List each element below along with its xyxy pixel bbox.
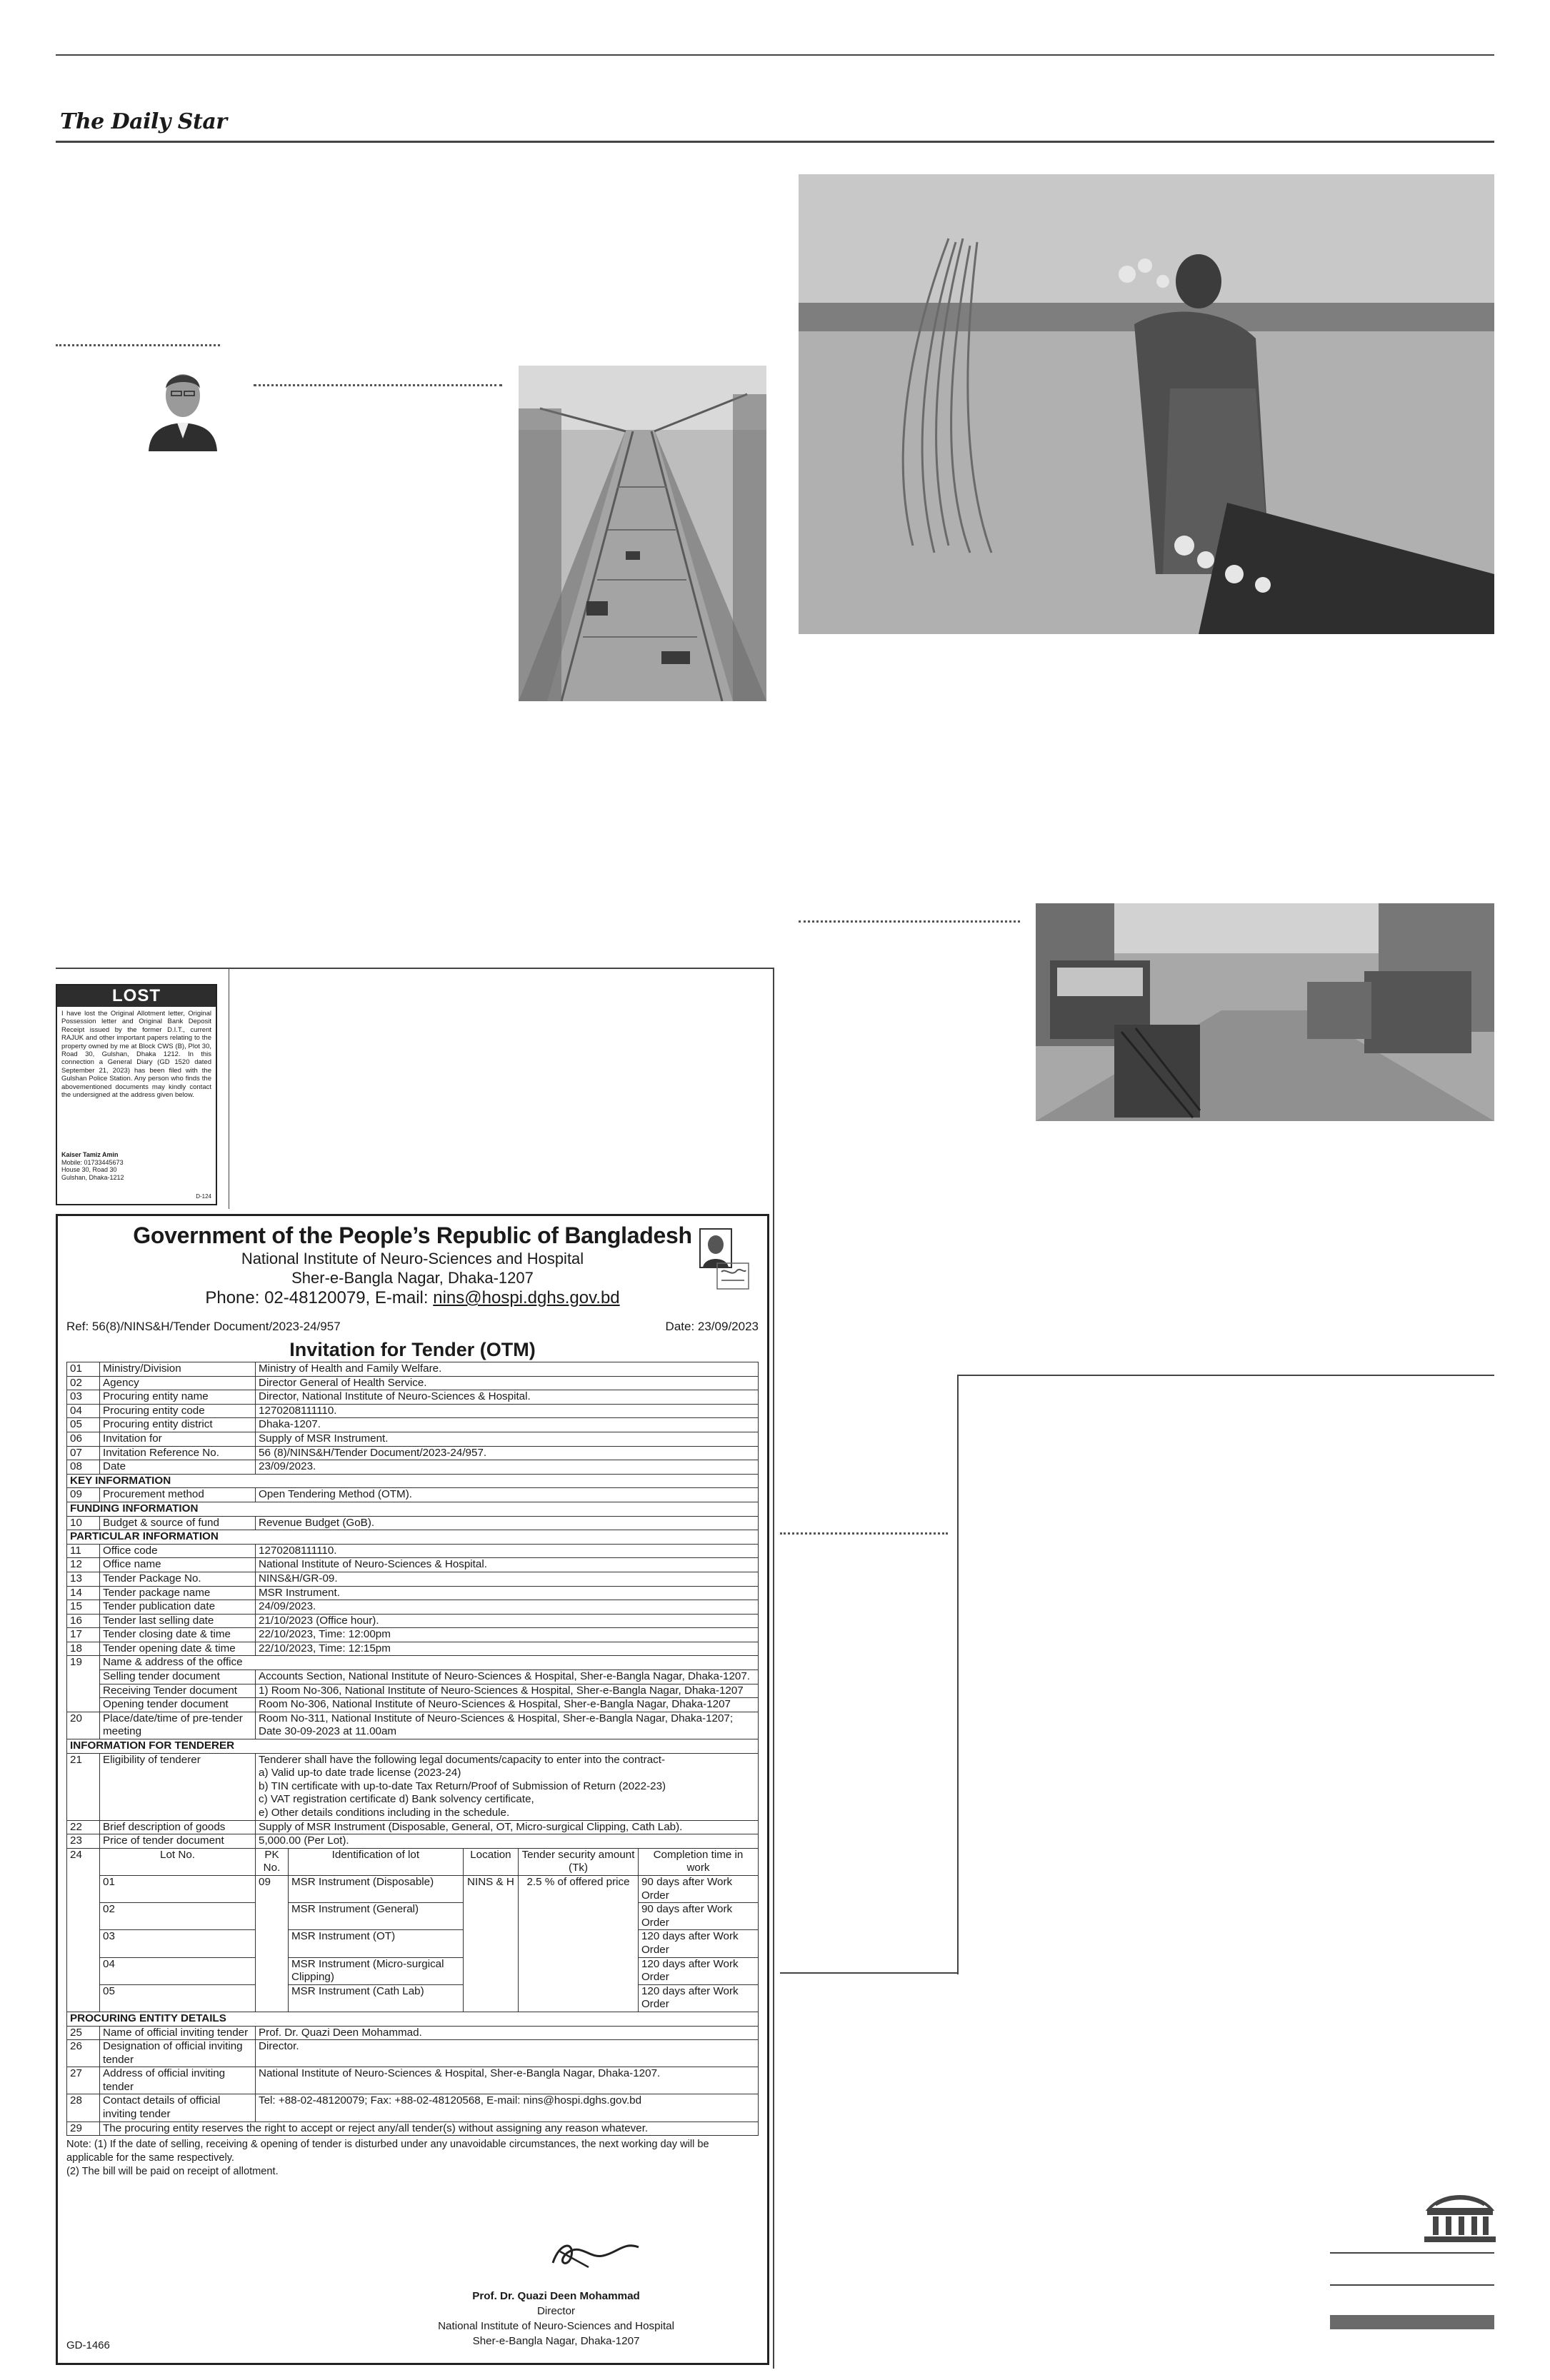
lot-number: 02	[100, 1903, 256, 1930]
table-row	[67, 1628, 759, 1642]
tender-note-2: (2) The bill will be paid on receipt of allotment.	[66, 2166, 279, 2178]
table-row	[67, 1930, 759, 1957]
lot-number: 01	[100, 1875, 256, 1902]
ad-frame-rule	[56, 968, 774, 969]
row-number: 17	[67, 1628, 100, 1642]
row-value: Supply of MSR Instrument.	[256, 1432, 759, 1446]
column-divider	[254, 384, 502, 386]
section-heading: FUNDING INFORMATION	[67, 1502, 759, 1516]
section-row	[67, 1502, 759, 1516]
tender-notice	[56, 1214, 769, 2365]
row-label: Contact details of official inviting tender	[100, 2094, 256, 2122]
table-row	[67, 1614, 759, 1628]
lot-header: PK No.	[256, 1848, 289, 1875]
lot-name: MSR Instrument (Cath Lab)	[289, 1984, 464, 2012]
section-row	[67, 1530, 759, 1545]
row-label: Date	[100, 1460, 256, 1475]
table-row	[67, 1586, 759, 1600]
lot-number: 05	[100, 1984, 256, 2012]
tender-table	[66, 1362, 759, 2136]
row-value: Revenue Budget (GoB).	[256, 1516, 759, 1530]
row-number: 07	[67, 1446, 100, 1460]
row-label: Receiving Tender document	[100, 1684, 256, 1698]
tender-ref: Ref: 56(8)/NINS&H/Tender Document/2023-24/957	[66, 1320, 341, 1333]
row-label: Brief description of goods	[100, 1820, 256, 1834]
lot-time: 120 days after Work Order	[638, 1984, 758, 2012]
row-value: 56 (8)/NINS&H/Tender Document/2023-24/957.	[256, 1446, 759, 1460]
tender-date: Date: 23/09/2023	[665, 1320, 759, 1333]
tender-ref-line	[66, 1319, 759, 1335]
lot-name: MSR Instrument (Micro-surgical Clipping)	[289, 1957, 464, 1984]
row-value	[256, 1753, 759, 1820]
table-row	[67, 1820, 759, 1834]
row-number: 02	[67, 1376, 100, 1390]
tender-title: Invitation for Tender (OTM)	[289, 1339, 536, 1360]
row-value: NINS&H/GR-09.	[256, 1572, 759, 1586]
lost-title: LOST	[57, 985, 216, 1007]
lot-name: MSR Instrument (Disposable)	[289, 1875, 464, 1902]
row-number: 03	[67, 1390, 100, 1405]
row-number: 29	[67, 2122, 100, 2136]
lot-time: 90 days after Work Order	[638, 1875, 758, 1902]
row-number: 06	[67, 1432, 100, 1446]
lot-time: 120 days after Work Order	[638, 1957, 758, 1984]
lot-location: NINS & H	[463, 1875, 518, 2012]
row-number: 16	[67, 1614, 100, 1628]
bottom-rule	[1330, 2252, 1494, 2254]
row-value: 1) Room No-306, National Institute of Neuro-Sciences & Hospital, Sher-e-Bangla Nagar, Dhaka-1207	[256, 1684, 759, 1698]
row-value: 1270208111110.	[256, 1544, 759, 1558]
row-label: Designation of official inviting tender	[100, 2040, 256, 2067]
table-row	[67, 1984, 759, 2012]
author-photo	[143, 358, 223, 451]
lost-contact	[61, 1151, 211, 1181]
table-row	[67, 1903, 759, 1930]
row-number: 23	[67, 1834, 100, 1849]
tender-note-1: Note: (1) If the date of selling, receiving & opening of tender is disturbed under any unavoidable circumstances, the next working day will be applicable for the same respectively.	[66, 2139, 709, 2164]
street-photo	[1036, 903, 1494, 1121]
bottom-bar	[1330, 2315, 1494, 2329]
row-number: 21	[67, 1753, 100, 1820]
row-number: 10	[67, 1516, 100, 1530]
section-row	[67, 2012, 759, 2026]
row-number: 25	[67, 2026, 100, 2040]
row-number: 27	[67, 2067, 100, 2094]
table-row	[67, 1600, 759, 1615]
row-number: 09	[67, 1488, 100, 1502]
row-label: Agency	[100, 1376, 256, 1390]
row-value: National Institute of Neuro-Sciences & Hospital, Sher-e-Bangla Nagar, Dhaka-1207.	[256, 2067, 759, 2094]
lot-header: Location	[463, 1848, 518, 1875]
row-label: Tender Package No.	[100, 1572, 256, 1586]
sig-inst: National Institute of Neuro-Sciences and Hospital	[438, 2320, 674, 2332]
table-row	[67, 1376, 759, 1390]
table-row	[67, 1558, 759, 1572]
table-row	[67, 2094, 759, 2122]
row-number: 22	[67, 1820, 100, 1834]
building-logo-icon	[1421, 2189, 1499, 2244]
lost-address-2: Gulshan, Dhaka-1212	[61, 1173, 124, 1181]
eligibility-line: e) Other details conditions including in the schedule.	[259, 1807, 510, 1819]
lot-name: MSR Instrument (General)	[289, 1903, 464, 1930]
table-row	[67, 1446, 759, 1460]
tender-code: GD-1466	[66, 2339, 110, 2351]
row-label: Tender last selling date	[100, 1614, 256, 1628]
table-row	[67, 1488, 759, 1502]
table-row	[67, 1656, 759, 1670]
row-value: National Institute of Neuro-Sciences & Hospital.	[256, 1558, 759, 1572]
lost-code: D-124	[196, 1192, 211, 1200]
row-number: 11	[67, 1544, 100, 1558]
row-number: 19	[67, 1656, 100, 1712]
table-row	[67, 2026, 759, 2040]
sig-name: Prof. Dr. Quazi Deen Mohammad	[472, 2290, 640, 2302]
lot-number: 04	[100, 1957, 256, 1984]
row-value: Director General of Health Service.	[256, 1376, 759, 1390]
row-number: 24	[67, 1848, 100, 2012]
row-number: 01	[67, 1362, 100, 1377]
box-rule	[780, 1972, 959, 1974]
column-divider	[56, 344, 220, 346]
row-label: Office name	[100, 1558, 256, 1572]
top-rule	[56, 54, 1494, 56]
row-label: Eligibility of tenderer	[100, 1753, 256, 1820]
tender-header	[66, 1222, 759, 1309]
sig-addr: Sher-e-Bangla Nagar, Dhaka-1207	[472, 2335, 640, 2347]
row-value: Supply of MSR Instrument (Disposable, General, OT, Micro-surgical Clipping, Cath Lab).	[256, 1820, 759, 1834]
bottom-rule	[1330, 2284, 1494, 2286]
row-value: 1270208111110.	[256, 1404, 759, 1418]
section-heading: KEY INFORMATION	[67, 1474, 759, 1488]
table-row	[67, 1432, 759, 1446]
table-row	[67, 1516, 759, 1530]
table-row	[67, 1684, 759, 1698]
row-value: Ministry of Health and Family Welfare.	[256, 1362, 759, 1377]
row-value: 21/10/2023 (Office hour).	[256, 1614, 759, 1628]
row-label: Name & address of the office	[100, 1656, 759, 1670]
row-value: Director.	[256, 2040, 759, 2067]
tender-phone-text: Phone: 02-48120079, E-mail:	[205, 1288, 434, 1307]
table-row	[67, 1753, 759, 1820]
lot-header: Identification of lot	[289, 1848, 464, 1875]
lot-security: 2.5 % of offered price	[519, 1875, 639, 2012]
table-row	[67, 1875, 759, 1902]
row-value: 22/10/2023, Time: 12:00pm	[256, 1628, 759, 1642]
row-label: Price of tender document	[100, 1834, 256, 1849]
row-value: Room No-311, National Institute of Neuro-Sciences & Hospital, Sher-e-Bangla Nagar, Dhaka-1207; Date 30-09-2023 at 11.00am	[256, 1712, 759, 1739]
row-number: 15	[67, 1600, 100, 1615]
table-row	[67, 1670, 759, 1684]
lot-header: Lot No.	[100, 1848, 256, 1875]
signature-mark	[546, 2227, 646, 2277]
row-number: 26	[67, 2040, 100, 2067]
eligibility-line: a) Valid up-to date trade license (2023-24)	[259, 1767, 461, 1779]
column-divider	[799, 920, 1020, 923]
lot-name: MSR Instrument (OT)	[289, 1930, 464, 1957]
row-label: Opening tender document	[100, 1698, 256, 1712]
row-value: MSR Instrument.	[256, 1586, 759, 1600]
box-rule	[957, 1375, 1494, 1376]
row-label: Tender publication date	[100, 1600, 256, 1615]
lost-name: Kaiser Tamiz Amin	[61, 1151, 119, 1158]
row-number: 28	[67, 2094, 100, 2122]
row-label: Place/date/time of pre-tender meeting	[100, 1712, 256, 1739]
row-label: Procurement method	[100, 1488, 256, 1502]
tender-location: Sher-e-Bangla Nagar, Dhaka-1207	[291, 1269, 534, 1287]
row-number: 14	[67, 1586, 100, 1600]
pk-number: 09	[256, 1875, 289, 2012]
table-row	[67, 2067, 759, 2094]
row-value: 22/10/2023, Time: 12:15pm	[256, 1642, 759, 1656]
masthead: The Daily Star	[60, 109, 227, 134]
bridge-photo	[519, 366, 766, 701]
row-number: 18	[67, 1642, 100, 1656]
box-rule	[957, 1375, 959, 1974]
row-value: Open Tendering Method (OTM).	[256, 1488, 759, 1502]
row-label: Selling tender document	[100, 1670, 256, 1684]
row-label: Invitation Reference No.	[100, 1446, 256, 1460]
tender-signatory	[438, 2289, 674, 2349]
table-row	[67, 1834, 759, 1849]
table-row	[67, 1460, 759, 1475]
table-row	[67, 1404, 759, 1418]
lost-body: I have lost the Original Allotment letter, Original Possession letter and Original Bank Deposit Receipt issued by the former D.I.T., current RAJUK and other important papers relating to the property owned by me at Block CWS (B), Plot 30, Road 30, Gulshan, Dhaka 1212. In this connection a General Diary (GD 1520 dated September 21, 2023) has been filed with the Gulshan Police Station. Any person who finds the abovementioned documents may kindly contact the undersigned at the address given below.	[61, 1010, 211, 1100]
lot-number: 03	[100, 1930, 256, 1957]
row-label: Ministry/Division	[100, 1362, 256, 1377]
row-label: Procuring entity code	[100, 1404, 256, 1418]
eligibility-line: b) TIN certificate with up-to-date Tax Return/Proof of Submission of Return (2022-23)	[259, 1779, 666, 1792]
row-number: 12	[67, 1558, 100, 1572]
masthead-rule	[56, 141, 1494, 143]
tender-institute: National Institute of Neuro-Sciences and Hospital	[241, 1250, 584, 1267]
row-number: 13	[67, 1572, 100, 1586]
table-row	[67, 1957, 759, 1984]
lot-time: 120 days after Work Order	[638, 1930, 758, 1957]
table-row	[67, 1390, 759, 1405]
table-row	[67, 1848, 759, 1875]
row-value: The procuring entity reserves the right to accept or reject any/all tender(s) without assigning any reason whatever.	[100, 2122, 759, 2136]
eligibility-line: c) VAT registration certificate d) Bank solvency certificate,	[259, 1793, 534, 1806]
row-label: Procuring entity district	[100, 1418, 256, 1432]
table-row	[67, 1418, 759, 1432]
row-label: Address of official inviting tender	[100, 2067, 256, 2094]
table-row	[67, 1698, 759, 1712]
row-number: 05	[67, 1418, 100, 1432]
row-value: Room No-306, National Institute of Neuro-Sciences & Hospital, Sher-e-Bangla Nagar, Dhaka-1207	[256, 1698, 759, 1712]
lost-mobile: Mobile: 01733445673	[61, 1158, 124, 1166]
row-label: Name of official inviting tender	[100, 2026, 256, 2040]
table-row	[67, 1572, 759, 1586]
section-heading: PARTICULAR INFORMATION	[67, 1530, 759, 1545]
row-value: 24/09/2023.	[256, 1600, 759, 1615]
table-row	[67, 1712, 759, 1739]
ad-frame-rule	[773, 968, 774, 2369]
section-row	[67, 1739, 759, 1754]
eligibility-line: Tenderer shall have the following legal documents/capacity to enter into the contract-	[259, 1753, 666, 1766]
row-value: Prof. Dr. Quazi Deen Mohammad.	[256, 2026, 759, 2040]
section-row	[67, 1474, 759, 1488]
row-number: 20	[67, 1712, 100, 1739]
row-value: Accounts Section, National Institute of Neuro-Sciences & Hospital, Sher-e-Bangla Nagar, Dhaka-1207.	[256, 1670, 759, 1684]
row-value: Director, National Institute of Neuro-Sciences & Hospital.	[256, 1390, 759, 1405]
row-number: 04	[67, 1404, 100, 1418]
row-label: Office code	[100, 1544, 256, 1558]
row-label: Budget & source of fund	[100, 1516, 256, 1530]
section-heading: PROCURING ENTITY DETAILS	[67, 2012, 759, 2026]
table-row	[67, 1642, 759, 1656]
row-value: Dhaka-1207.	[256, 1418, 759, 1432]
sig-title: Director	[536, 2305, 576, 2317]
table-row	[67, 1544, 759, 1558]
table-row	[67, 2040, 759, 2067]
row-label: Tender opening date & time	[100, 1642, 256, 1656]
row-label: Tender package name	[100, 1586, 256, 1600]
row-label: Procuring entity name	[100, 1390, 256, 1405]
lot-time: 90 days after Work Order	[638, 1903, 758, 1930]
table-row	[67, 2122, 759, 2136]
lotus-harvest-photo	[799, 174, 1494, 634]
lost-address-1: House 30, Road 30	[61, 1166, 117, 1174]
row-value: 23/09/2023.	[256, 1460, 759, 1475]
row-number: 08	[67, 1460, 100, 1475]
lost-notice	[56, 984, 217, 1205]
tender-email[interactable]: nins@hospi.dghs.gov.bd	[433, 1288, 620, 1307]
row-value: Tel: +88-02-48120079; Fax: +88-02-48120568, E-mail: nins@hospi.dghs.gov.bd	[256, 2094, 759, 2122]
row-value: 5,000.00 (Per Lot).	[256, 1834, 759, 1849]
row-label: Tender closing date & time	[100, 1628, 256, 1642]
tender-gov: Government of the People’s Republic of Bangladesh	[133, 1222, 692, 1248]
column-divider	[780, 1532, 948, 1535]
lot-header: Completion time in work	[638, 1848, 758, 1875]
tender-phone	[66, 1287, 759, 1309]
table-row	[67, 1362, 759, 1377]
lot-header: Tender security amount (Tk)	[519, 1848, 639, 1875]
section-heading: INFORMATION FOR TENDERER	[67, 1739, 759, 1754]
row-label: Invitation for	[100, 1432, 256, 1446]
portrait-logo-icon	[697, 1226, 753, 1295]
